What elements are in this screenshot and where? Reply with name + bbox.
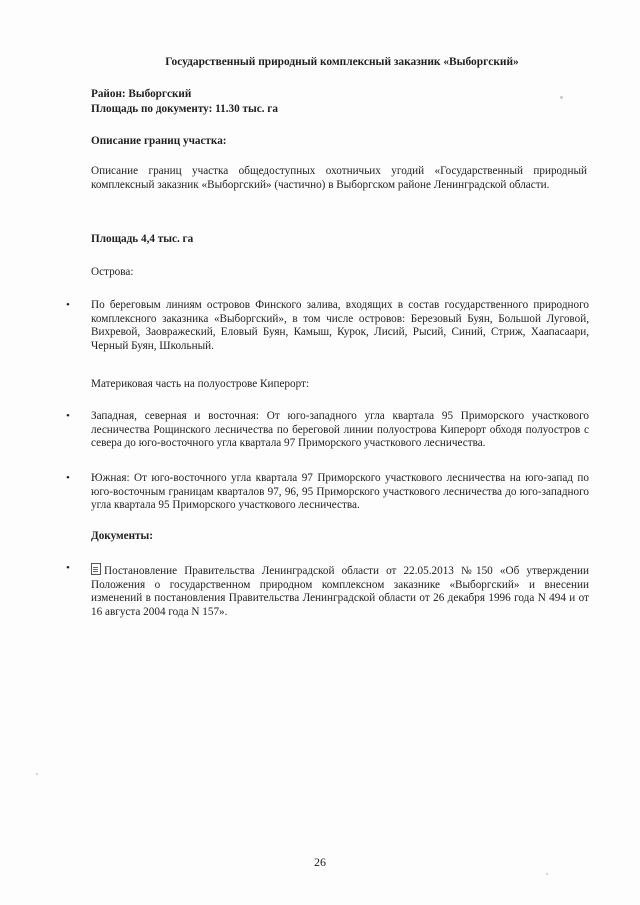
mainland-label: Материковая часть на полуострове Киперорт: [91, 378, 310, 390]
area-by-document: Площадь по документу: 11.30 тыс. га [91, 103, 278, 115]
mainland-list-item-west-north-east: Западная, северная и восточная: От юго-западного угла квартала 95 Приморского участкового лесничества Рощинского лесничества по береговой линии полуострова Киперорт обходя полуостров с севера до юго-восточного угла квартала 97 Приморского участкового лесничества. [91, 410, 589, 450]
bullet-marker: • [66, 562, 70, 574]
bullet-marker: • [66, 299, 70, 311]
document-icon [91, 563, 101, 575]
mainland-list-item-south: Южная: От юго-восточного угла квартала 97 Приморского участкового лесничества на юго-запад по юго-восточным границам кварталов 97, 96, 95 Приморского участкового лесничества до юго-западного угла квартала 95 Приморского участкового лесничества. [91, 472, 589, 512]
scan-speck [36, 773, 38, 775]
document-list-item [91, 562, 589, 619]
area-heading: Площадь 4,4 тыс. га [91, 233, 194, 245]
district-label: Район: Выборгский [91, 88, 192, 100]
islands-label: Острова: [91, 266, 134, 278]
bullet-marker: • [66, 472, 70, 484]
document-link[interactable]: Постановление Правительства Ленинградской области от 22.05.2013 №150 «Об утверждении Положения о государственном природном комплексном заказнике «Выборгский» и внесении изменений в постановления Правительства Ленинградской области от 26 декабря 1996 года N 494 и от 16 августа 2004 года N 157». [91, 565, 589, 618]
scan-speck [546, 873, 548, 875]
bullet-marker: • [66, 410, 70, 422]
documents-heading: Документы: [91, 530, 154, 542]
boundaries-heading: Описание границ участка: [91, 135, 227, 147]
scan-speck [560, 96, 563, 99]
page-number: 26 [314, 855, 326, 869]
page-title: Государственный природный комплексный заказник «Выборгский» [165, 56, 519, 68]
boundaries-intro: Описание границ участка общедоступных охотничьих угодий «Государственный природный комплексный заказник «Выборгский» (частично) в Выборгском районе Ленинградской области. [91, 165, 587, 191]
islands-list-item: По береговым линиям островов Финского залива, входящих в состав государственного природного комплексного заказника «Выборгский», в том числе островов: Березовый Буян, Большой Луговой, Вихревой, Заовражеский, Еловый Буян, Камыш, Курок, Лисий, Рысий, Синий, Стриж, Хаапасаари, Черный Буян, Школьный. [91, 299, 589, 352]
